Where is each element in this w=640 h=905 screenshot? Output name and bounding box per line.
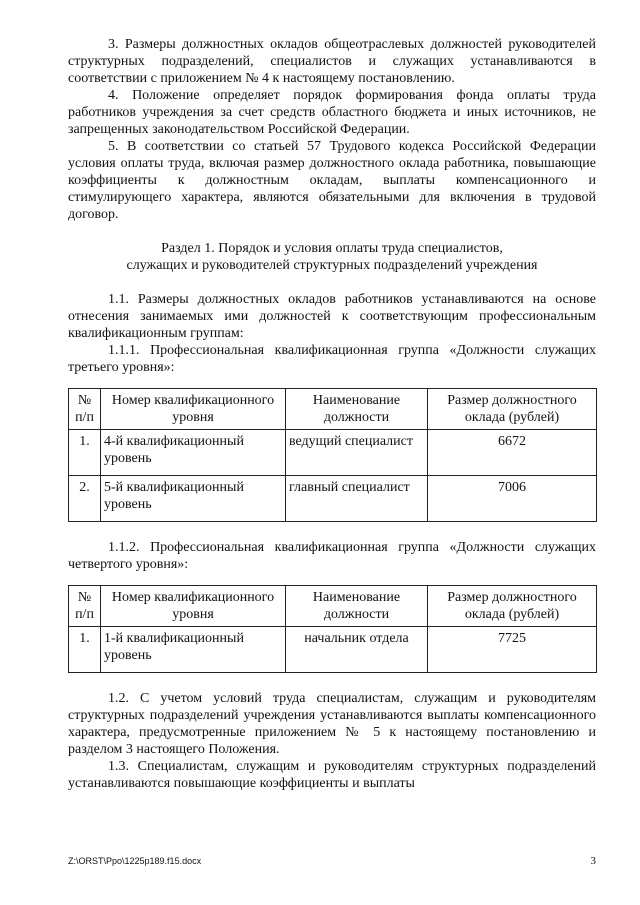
page-number: 3 [590,855,596,867]
cell-num: 1. [69,430,101,476]
table-row [69,430,597,476]
paragraph-4: 4. Положение определяет порядок формирования фонда оплаты труда работников учреждения за счет средств областного бюджета и иных источников, не запрещенных законодательством Российской Федерации. [68,88,596,137]
table-row [69,476,597,522]
cell-position: главный специалист [286,476,428,522]
section-title-line-2: служащих и руководителей структурных подразделений учреждения [126,258,538,273]
paragraph-5: 5. В соответствии со статьей 57 Трудового кодекса Российской Федерации условия оплаты труда, включая размер должностного оклада работника, повышающие коэффициенты к должностным окладам, выплаты компенсационного и стимулирующего характера, являются обязательными для включения в трудовой договор. [68,139,596,222]
page-footer [68,856,596,867]
paragraph-3: 3. Размеры должностных окладов общеотраслевых должностей руководителей структурных подразделений, специалистов и служащих устанавливаются в соответствии с приложением № 4 к настоящему постановлению. [68,37,596,86]
header-salary: Размер должностного оклада (рублей) [428,389,597,430]
cell-salary: 7006 [428,476,597,522]
paragraph-1-2: 1.2. С учетом условий труда специалистам, служащим и руководителям структурных подразделений учреждения устанавливаются выплаты компенсационного характера, предусмотренные приложением № 5 к настоящему постановлению и разделом 3 настоящего Положения. [68,691,596,757]
table-row [69,627,597,673]
cell-position: ведущий специалист [286,430,428,476]
file-path: Z:\ORST\Ppo\1225p189.f15.docx [68,856,202,866]
cell-level: 1-й квалификационный уровень [101,627,286,673]
header-salary: Размер должностного оклада (рублей) [428,586,597,627]
cell-num: 2. [69,476,101,522]
section-title-line-1: Раздел 1. Порядок и условия оплаты труда специалистов, [161,241,503,256]
cell-salary: 6672 [428,430,597,476]
header-position: Наименование должности [286,586,428,627]
header-position: Наименование должности [286,389,428,430]
table-header-row [69,586,597,627]
cell-salary: 7725 [428,627,597,673]
table-header-row [69,389,597,430]
paragraph-1-3: 1.3. Специалистам, служащим и руководителям структурных подразделений устанавливаются повышающие коэффициенты и выплаты [68,759,596,791]
paragraph-1-1-1: 1.1.1. Профессиональная квалификационная группа «Должности служащих третьего уровня»: [68,343,596,375]
cell-level: 5-й квалификационный уровень [101,476,286,522]
document-page [68,36,596,792]
header-num: № п/п [69,586,101,627]
header-level: Номер квалификационного уровня [101,389,286,430]
salary-table-third-level [68,388,597,522]
cell-num: 1. [69,627,101,673]
cell-level: 4-й квалификационный уровень [101,430,286,476]
paragraph-1-1-2: 1.1.2. Профессиональная квалификационная группа «Должности служащих четвертого уровня»: [68,540,596,572]
header-num: № п/п [69,389,101,430]
paragraph-1-1: 1.1. Размеры должностных окладов работников устанавливаются на основе отнесения занимаемых ими должностей к соответствующим профессиональным квалификационным группам: [68,292,596,341]
header-level: Номер квалификационного уровня [101,586,286,627]
cell-position: начальник отдела [286,627,428,673]
salary-table-fourth-level [68,585,597,673]
